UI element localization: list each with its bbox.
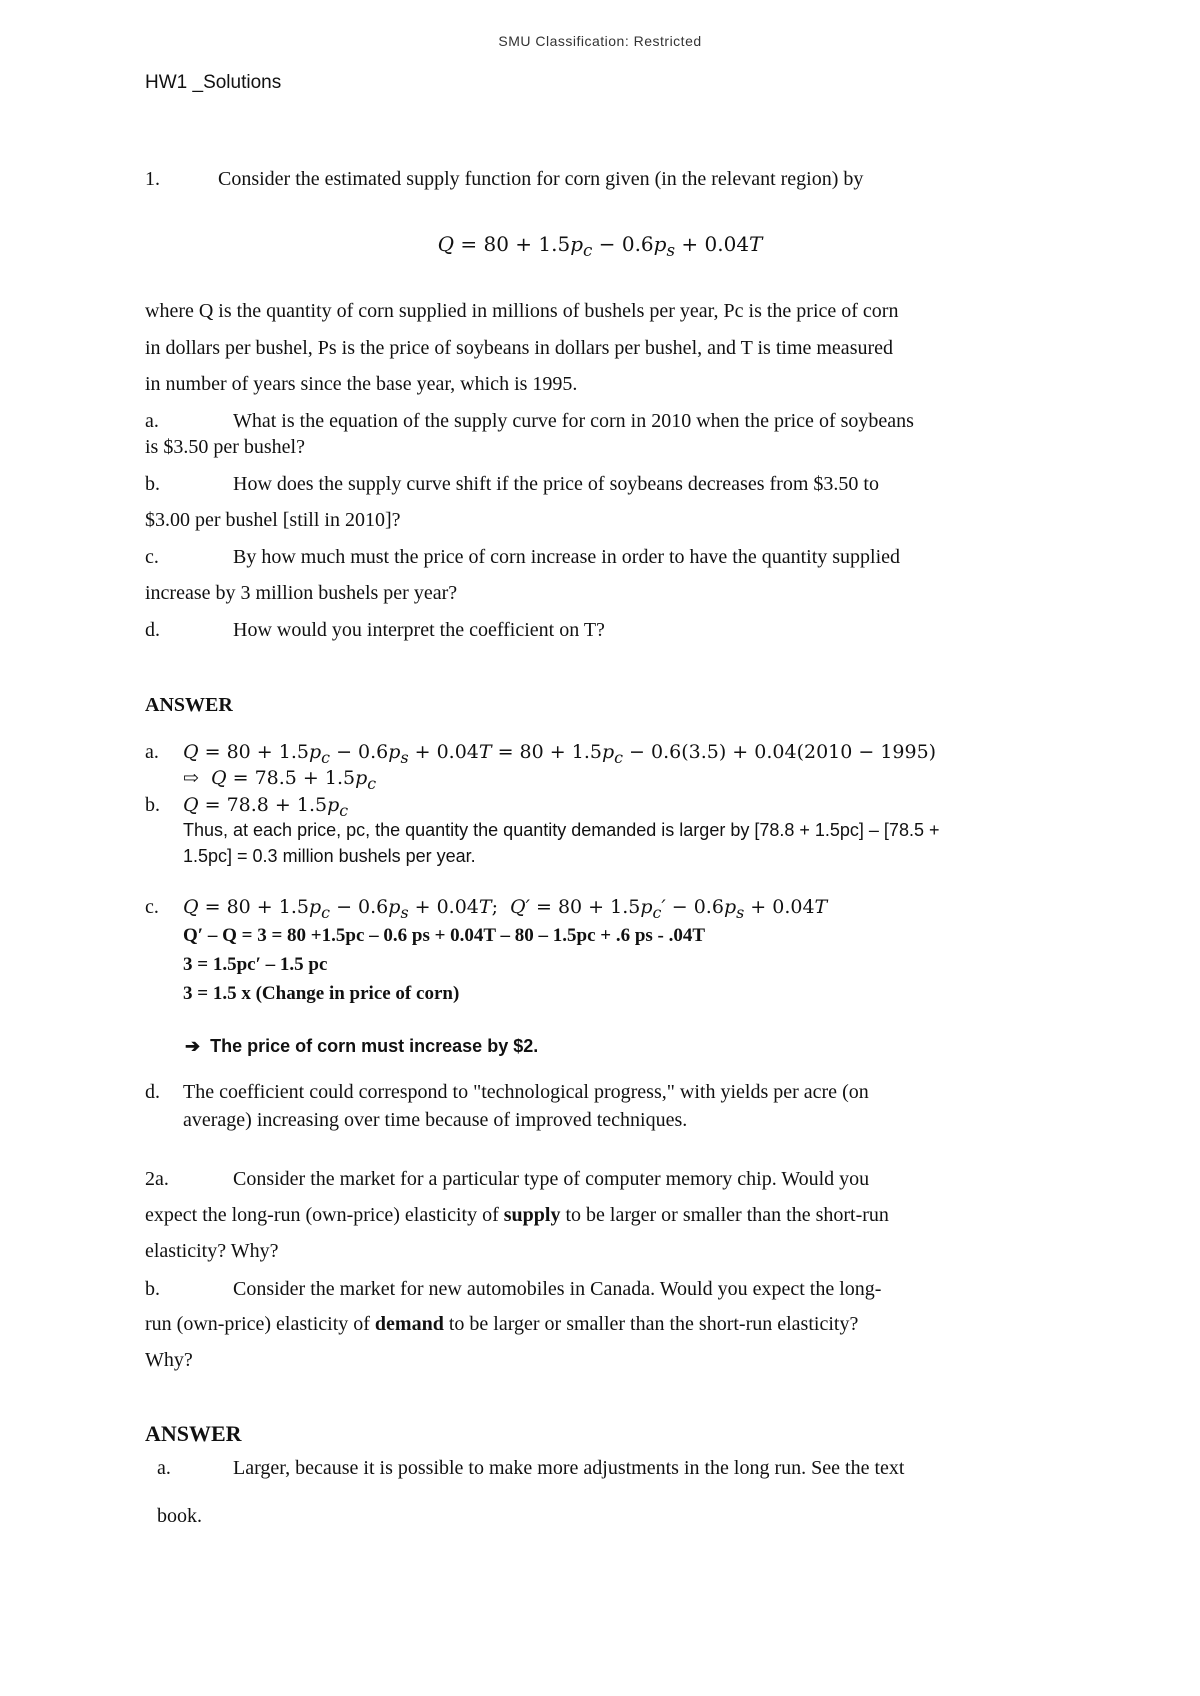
answer-c-line-2: Q′ – Q = 3 = 80 +1.5pc – 0.6 ps + 0.04T – 80 – 1.5pc + .6 ps - .04T <box>183 925 706 946</box>
question-1-number: 1. <box>145 168 160 190</box>
answer-2a-line-1: Larger, because it is possible to make more adjustments in the long run. See the text <box>233 1457 905 1479</box>
part-b-label: b. <box>145 473 160 495</box>
answer-c-line-4: 3 = 1.5 x (Change in price of corn) <box>183 983 460 1004</box>
answer-1-heading: ANSWER <box>145 694 233 716</box>
answer-2-heading: ANSWER <box>145 1421 242 1446</box>
part-c-label: c. <box>145 546 159 568</box>
document-title: HW1 _Solutions <box>145 72 282 93</box>
description-line-2: in dollars per bushel, Ps is the price of soybeans in dollars per bushel, and T is time measured <box>145 337 894 359</box>
question-2a-line-2: expect the long-run (own-price) elasticity of supply to be larger or smaller than the short-run <box>145 1204 889 1226</box>
part-c-line-2: increase by 3 million bushels per year? <box>145 582 458 604</box>
answer-2a-label: a. <box>157 1457 171 1479</box>
question-1-intro: Consider the estimated supply function for corn given (in the relevant region) by <box>218 168 864 190</box>
question-2b-label: b. <box>145 1278 160 1300</box>
question-2a-label: 2a. <box>145 1168 169 1190</box>
answer-c-equation: $Q = 80 + 1.5p_c - 0.6p_s + 0.04T$; $Q' = 80 + 1.5p_c' - 0.6p_s + 0.04T$ <box>183 896 828 922</box>
answer-b-label: b. <box>145 794 160 816</box>
question-2b-line-2: run (own-price) elasticity of demand to be larger or smaller than the short-run elasticity? <box>145 1313 859 1335</box>
answer-c-conclusion <box>185 1036 538 1057</box>
question-2b-line-3: Why? <box>145 1349 193 1371</box>
answer-a-equation: $Q = 80 + 1.5p_c - 0.6p_s + 0.04T = 80 + 1.5p_c - 0.6(3.5) + 0.04(2010 - 1995)$ <box>183 741 937 767</box>
answer-d-line-1: The coefficient could correspond to "technological progress," with yields per acre (on <box>183 1081 869 1103</box>
question-2a-line-1: Consider the market for a particular type of computer memory chip. Would you <box>233 1168 870 1190</box>
conclusion-text: The price of corn must increase by $2. <box>210 1036 539 1056</box>
part-c-line-1: By how much must the price of corn increase in order to have the quantity supplied <box>233 546 901 568</box>
description-line-1: where Q is the quantity of corn supplied in millions of bushels per year, Pc is the price of corn <box>145 300 899 322</box>
part-a-label: a. <box>145 410 159 432</box>
answer-b-text-2: 1.5pc] = 0.3 million bushels per year. <box>183 846 476 866</box>
answer-a-label: a. <box>145 741 159 763</box>
part-d-line-1: How would you interpret the coefficient on T? <box>233 619 605 641</box>
part-b-line-1: How does the supply curve shift if the price of soybeans decreases from $3.50 to <box>233 473 879 495</box>
answer-2a-line-2: book. <box>157 1505 202 1527</box>
classification-header: SMU Classification: Restricted <box>498 33 702 49</box>
answer-d-label: d. <box>145 1081 160 1103</box>
answer-b-equation: $Q = 78.8 + 1.5p_c$ <box>183 794 349 820</box>
answer-c-label: c. <box>145 896 159 918</box>
answer-a-result: ⇨ $Q = 78.5 + 1.5p_c$ <box>183 767 377 793</box>
part-a-line-1: What is the equation of the supply curve for corn in 2010 when the price of soybeans <box>233 410 914 432</box>
supply-equation: $Q = 80 + 1.5p_c - 0.6p_s + 0.04T$ <box>437 232 763 260</box>
part-d-label: d. <box>145 619 160 641</box>
question-2a-line-3: elasticity? Why? <box>145 1240 279 1262</box>
arrow-right-icon: ➔ <box>185 1036 201 1056</box>
right-arrow-icon: ⇨ <box>183 767 199 789</box>
part-b-line-2: $3.00 per bushel [still in 2010]? <box>145 509 401 531</box>
question-2b-line-1: Consider the market for new automobiles in Canada. Would you expect the long- <box>233 1278 882 1300</box>
description-line-3: in number of years since the base year, which is 1995. <box>145 373 578 395</box>
part-a-line-2: is $3.50 per bushel? <box>145 436 305 458</box>
answer-d-line-2: average) increasing over time because of improved techniques. <box>183 1109 688 1131</box>
answer-c-line-3: 3 = 1.5pc′ – 1.5 pc <box>183 954 328 975</box>
answer-b-text-1: Thus, at each price, pc, the quantity the quantity demanded is larger by [78.8 + 1.5pc] – [78.5 + <box>183 820 940 840</box>
